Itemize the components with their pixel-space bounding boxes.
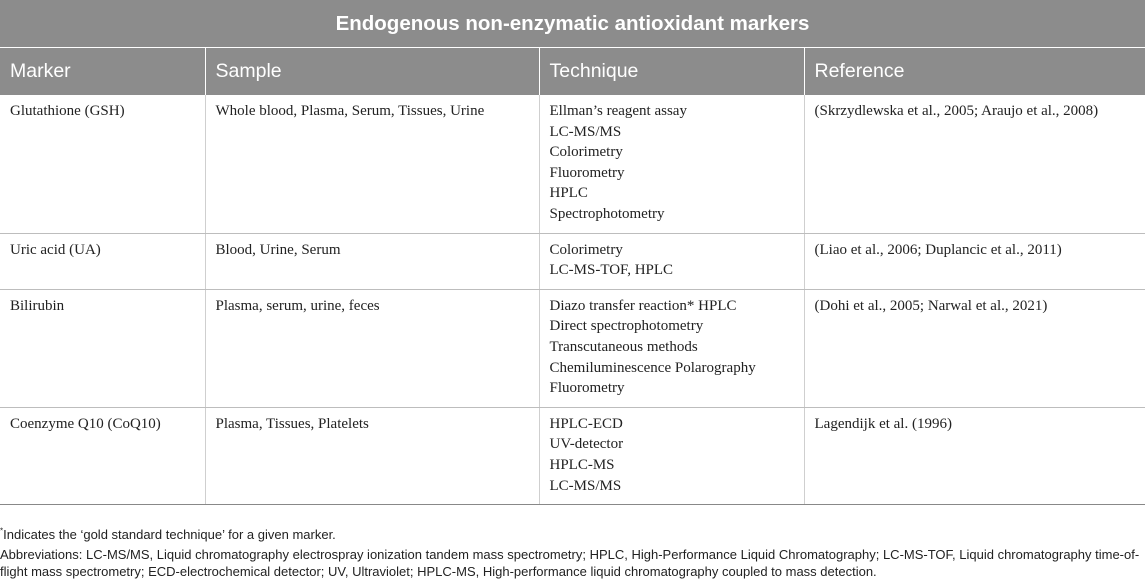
technique-item: Diazo transfer reaction* HPLC — [549, 297, 737, 314]
technique-item: Spectrophotometry — [549, 205, 665, 222]
table-title: Endogenous non-enzymatic antioxidant markers — [0, 0, 1145, 48]
sample-cell: Plasma, serum, urine, feces — [205, 289, 539, 407]
technique-item: Colorimetry — [549, 144, 623, 161]
column-header-marker: Marker — [0, 48, 205, 96]
technique-item: Transcutaneous methods — [549, 338, 698, 355]
marker-cell: Coenzyme Q10 (CoQ10) — [0, 407, 205, 504]
abbreviations-footnote: Abbreviations: LC-MS/MS, Liquid chromatography electrospray ionization tandem mass spectrometry; HPLC, High-Performance Liquid Chromatography; LC-MS-TOF, Liquid chromatography time-of-flight mass spectrometry; ECD-electrochemical detector; UV, Ultraviolet; HPLC-MS, High-performance liquid chromatography coupled to mass detection. — [0, 546, 1140, 579]
gold-standard-footnote — [0, 526, 1145, 544]
sample-cell: Blood, Urine, Serum — [205, 233, 539, 289]
reference-cell: (Liao et al., 2006; Duplancic et al., 2011) — [804, 233, 1145, 289]
table-row — [0, 407, 1145, 504]
technique-item: HPLC — [549, 185, 588, 202]
reference-cell: (Skrzydlewska et al., 2005; Araujo et al., 2008) — [804, 95, 1145, 233]
technique-item: Chemiluminescence Polarography — [549, 359, 756, 376]
gold-standard-note: Indicates the ‘gold standard technique’ for a given marker. — [3, 527, 336, 542]
technique-cell — [539, 289, 804, 407]
technique-item: LC-MS-TOF, HPLC — [549, 262, 674, 279]
column-header-sample: Sample — [205, 48, 539, 96]
technique-item: Fluorometry — [549, 164, 625, 181]
footnote-mark: * — [0, 526, 4, 536]
table-row — [0, 95, 1145, 233]
sample-cell: Whole blood, Plasma, Serum, Tissues, Urine — [205, 95, 539, 233]
technique-item: Direct spectrophotometry — [549, 318, 704, 335]
marker-cell: Glutathione (GSH) — [0, 95, 205, 233]
technique-item: Ellman’s reagent assay — [549, 103, 687, 119]
technique-item: HPLC-ECD — [549, 415, 623, 432]
table-row — [0, 233, 1145, 289]
column-header-reference: Reference — [804, 48, 1145, 96]
reference-cell: (Dohi et al., 2005; Narwal et al., 2021) — [804, 289, 1145, 407]
technique-item: LC-MS/MS — [549, 477, 622, 494]
sample-cell: Plasma, Tissues, Platelets — [205, 407, 539, 504]
column-header-technique: Technique — [539, 48, 804, 96]
technique-cell — [539, 407, 804, 504]
technique-item: LC-MS/MS — [549, 123, 622, 140]
marker-cell: Bilirubin — [0, 289, 205, 407]
technique-cell — [539, 95, 804, 233]
technique-item: Colorimetry — [549, 241, 623, 258]
reference-cell: Lagendijk et al. (1996) — [804, 407, 1145, 504]
marker-cell: Uric acid (UA) — [0, 233, 205, 289]
table-row — [0, 289, 1145, 407]
technique-cell — [539, 233, 804, 289]
technique-item: HPLC-MS — [549, 456, 615, 473]
technique-item: Fluorometry — [549, 380, 625, 397]
technique-item: UV-detector — [549, 436, 624, 453]
table-footnotes — [0, 526, 1145, 583]
